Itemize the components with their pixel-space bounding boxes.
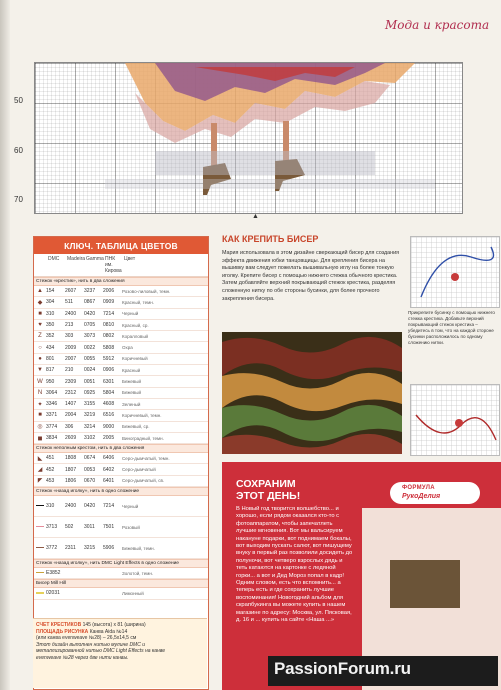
- notes-line: (или канва evenweave №28) – 26,5x14,5 см: [36, 635, 137, 641]
- key-row: [34, 331, 208, 342]
- dmc-code: 452: [46, 466, 55, 473]
- color-swatch: [36, 547, 44, 549]
- color-swatch: [36, 526, 44, 528]
- dmc-code: 154: [46, 288, 55, 295]
- dmc-code: 3772: [46, 545, 58, 552]
- key-row: [34, 476, 208, 487]
- key-symbol: ◼: [37, 435, 43, 442]
- color-name: Красный, ср.: [122, 322, 149, 328]
- madeira-code: 210: [65, 367, 74, 374]
- madeira-code: 2607: [65, 288, 77, 295]
- howto-text: Мария использовала в этом дизайне сверкающий бисер для создания эффекта движения юбки танцовщицы. Для крепления бисера на вышивку вам следует пожелать вышивальную иглу на более тонкую иголку. Крепите бисер с помощью нижнего стежка обычного крестика. Затем добавляйте верхний покрывающий стежок крестика, разделяя сложенную нитку по обе стороны бусинки, для более прочного закрепления бисера.: [222, 250, 400, 302]
- key-row: [34, 568, 208, 579]
- color-name: Коричневый: [122, 356, 148, 362]
- key-symbol: [34, 590, 46, 596]
- pnk-code: 7501: [103, 524, 115, 531]
- pnk-code: 2005: [103, 435, 115, 441]
- color-swatch: [36, 572, 44, 574]
- key-symbol: ♥: [38, 322, 42, 329]
- key-symbol: ●: [38, 355, 42, 362]
- gamma-code: 0022: [84, 344, 96, 351]
- key-header-row: [34, 254, 208, 277]
- key-row: [34, 464, 208, 475]
- key-row: [34, 588, 208, 599]
- pnk-code: 9000: [103, 423, 115, 430]
- dmc-code: 3713: [46, 524, 58, 531]
- key-section-title: Стежок «назад иголку», нить в одно сложение: [34, 487, 208, 496]
- color-name: Розово-лиловый, темн.: [122, 288, 171, 294]
- key-section-title: Стежок «назад иголку», нить DMC Light Effects в одно сложение: [34, 559, 208, 568]
- col-gamma: Gamma: [86, 256, 104, 262]
- formula-rukodeliya-logo: ФОРМУЛА РукоДелия: [390, 482, 480, 504]
- color-name: Виноградный, темн.: [122, 435, 164, 441]
- chart-row-tick: 60: [14, 146, 23, 155]
- gamma-code: 0674: [84, 455, 96, 462]
- pnk-code: 0802: [103, 333, 115, 340]
- dmc-code: 451: [46, 455, 55, 462]
- key-symbol: [34, 545, 46, 551]
- pnk-code: 4608: [103, 401, 115, 408]
- key-title: КЛЮЧ. ТАБЛИЦА ЦВЕТОВ: [34, 237, 208, 254]
- pnk-code: 6301: [103, 378, 115, 385]
- gamma-code: 3073: [84, 333, 96, 340]
- color-name: Золотой, темн.: [122, 570, 154, 576]
- madeira-code: 303: [65, 333, 74, 340]
- madeira-code: 1807: [65, 466, 77, 473]
- bead-step2-photo: [410, 384, 500, 456]
- pnk-code: 6406: [103, 455, 115, 462]
- color-name: Розовый: [122, 524, 140, 530]
- madeira-code: 306: [65, 423, 74, 430]
- dmc-code: 350: [46, 322, 55, 329]
- gamma-code: 0055: [84, 355, 96, 362]
- key-symbol: [34, 503, 46, 509]
- notes-line: металлизированной нитью DMC Light Effects на канве: [36, 648, 166, 654]
- key-symbol: ◣: [37, 455, 43, 462]
- stitch-count-value: 145 (высота) x 81 (ширина): [82, 622, 146, 628]
- pnk-code: 5912: [103, 355, 115, 362]
- stitch-count-label: СЧЕТ КРЕСТИКОВ: [36, 622, 82, 628]
- color-name: Красный: [122, 367, 141, 373]
- dmc-code: 453: [46, 477, 55, 484]
- gamma-code: 3237: [84, 288, 96, 295]
- howto-caption: Прикрепите бусинку с помощью нижнего стежка крестика. Добавьте верхний покрывающий стежок крестика – убедитесь в том, что на каждой стороне бусинки расположилось по одному сложению нитки.: [408, 310, 495, 345]
- promo-title: СОХРАНИМ ЭТОТ ДЕНЬ!: [236, 478, 301, 502]
- dmc-code: 310: [46, 503, 55, 510]
- color-name: Бежевый: [122, 390, 142, 396]
- section-header: Мода и красота: [385, 18, 490, 32]
- madeira-code: 502: [65, 524, 74, 531]
- key-section-title: Стежок «крестик», нить в два сложения: [34, 277, 208, 286]
- color-name: Серо-дымчатый, св.: [122, 478, 165, 484]
- color-name: Коралловый: [122, 333, 149, 339]
- madeira-code: 2309: [65, 378, 77, 385]
- key-symbol: ◆: [37, 299, 43, 306]
- gamma-code: 0053: [84, 466, 96, 473]
- dmc-code: 434: [46, 344, 55, 351]
- site-watermark: PassionForum.ru: [268, 656, 498, 686]
- madeira-code: 2400: [65, 503, 77, 510]
- key-row: [34, 365, 208, 376]
- key-symbol: N: [37, 389, 43, 396]
- key-row: [34, 433, 208, 444]
- gamma-code: 0024: [84, 367, 96, 374]
- key-row: [34, 320, 208, 331]
- madeira-code: 2312: [65, 389, 77, 396]
- notes-line: evenweave №28 через две нити канвы.: [36, 654, 129, 661]
- pnk-code: 5804: [103, 389, 115, 396]
- key-body: [34, 277, 208, 600]
- madeira-code: 2004: [65, 412, 77, 419]
- dmc-code: 817: [46, 367, 55, 374]
- chart-center-marker: ▲: [252, 213, 259, 220]
- key-symbol: ◎: [37, 424, 43, 431]
- cross-stitch-chart: [34, 62, 463, 214]
- gamma-code: 0925: [84, 389, 96, 396]
- key-symbol: ■: [38, 310, 42, 317]
- col-color: Цвет: [124, 256, 136, 262]
- color-name: Серо-дымчатый: [122, 467, 156, 473]
- pnk-code: 2006: [103, 288, 115, 295]
- pnk-code: 0906: [103, 367, 115, 374]
- gamma-code: 3011: [84, 524, 95, 531]
- notes-line: Этот дизайн выполнен нитью мулине DMC и: [36, 641, 146, 648]
- album-photo-grid: [390, 560, 460, 608]
- key-symbol: Z: [38, 333, 42, 340]
- color-swatch: [36, 505, 44, 507]
- dmc-code: 801: [46, 355, 55, 362]
- key-symbol: ■: [38, 412, 42, 419]
- color-name: Красный, темн.: [122, 299, 154, 305]
- dmc-code: 304: [46, 299, 55, 306]
- pnk-code: 5906: [103, 545, 115, 552]
- color-name: Коричневый, темн.: [122, 412, 162, 418]
- madeira-code: 511: [65, 299, 73, 306]
- dmc-code: 3774: [46, 423, 58, 430]
- color-swatch: [36, 592, 44, 594]
- key-row: [34, 376, 208, 387]
- key-row: [34, 297, 208, 308]
- madeira-code: 2400: [65, 310, 77, 317]
- gamma-code: 0705: [84, 322, 96, 329]
- madeira-code: 2009: [65, 344, 77, 351]
- gamma-code: 0670: [84, 477, 96, 484]
- key-row: [34, 410, 208, 421]
- pnk-code: 5808: [103, 344, 115, 351]
- color-name: Черный: [122, 311, 139, 317]
- pnk-code: 0810: [103, 322, 115, 329]
- gamma-code: 0867: [84, 299, 96, 306]
- color-name: Бежевый, ср.: [122, 424, 150, 430]
- col-dmc: DMC: [48, 256, 60, 262]
- gamma-code: 0420: [84, 310, 96, 317]
- key-row: [34, 388, 208, 399]
- key-row: [34, 354, 208, 365]
- key-row: [34, 309, 208, 320]
- chart-artwork: [35, 63, 462, 213]
- madeira-code: 2609: [65, 435, 77, 441]
- key-row: [34, 517, 208, 538]
- chart-row-tick: 50: [14, 96, 23, 105]
- dmc-code: 950: [46, 378, 55, 385]
- color-name: Лимонный: [122, 590, 144, 596]
- gamma-code: 3215: [84, 545, 96, 552]
- madeira-code: 1407: [65, 401, 77, 408]
- pnk-code: 6402: [103, 466, 115, 473]
- key-section-title: Стежок неполным крестом, нить в два сложения: [34, 444, 208, 453]
- color-name: Зеленый: [122, 401, 141, 407]
- color-name: Бежевый, темн.: [122, 545, 155, 551]
- key-row: [34, 399, 208, 410]
- madeira-code: 2311: [65, 545, 76, 552]
- pnk-code: 6401: [103, 477, 115, 484]
- key-symbol: ○: [38, 344, 42, 351]
- dmc-code: 3346: [46, 401, 58, 408]
- color-name: Черный: [122, 503, 139, 509]
- col-madeira: Madeira: [67, 256, 86, 262]
- page-binding: [0, 0, 10, 690]
- madeira-code: 1806: [65, 477, 77, 484]
- key-symbol: W: [37, 378, 43, 385]
- key-row: [34, 453, 208, 464]
- key-row: [34, 422, 208, 433]
- design-area-label: ПЛОЩАДЬ РИСУНКА: [36, 628, 89, 635]
- key-row: [34, 342, 208, 353]
- key-symbol: [34, 570, 46, 576]
- dmc-code: 02031: [46, 590, 60, 597]
- pnk-code: 6516: [103, 412, 115, 419]
- dmc-code: 310: [46, 310, 55, 317]
- key-symbol: ▲: [37, 288, 43, 295]
- color-name: Серо-дымчатый, темн.: [122, 455, 170, 461]
- key-section-title: Бисер Mill Hill: [34, 579, 208, 588]
- col-pnk: ПНК им. Кирова: [105, 256, 122, 274]
- dmc-code: 3371: [46, 412, 58, 419]
- pnk-code: 0909: [103, 299, 115, 306]
- design-area-value: Канва Aida №14: [89, 628, 128, 635]
- madeira-code: 2007: [65, 355, 77, 362]
- color-name: Охра: [122, 345, 133, 351]
- gamma-code: 3102: [84, 435, 96, 441]
- gamma-code: 3214: [84, 423, 96, 430]
- dmc-code: 3064: [46, 389, 58, 396]
- embroidery-photo: [222, 332, 402, 454]
- madeira-code: 213: [65, 322, 74, 329]
- design-notes: [33, 618, 207, 688]
- gamma-code: 0051: [84, 378, 96, 385]
- gamma-code: 3219: [84, 412, 96, 419]
- gamma-code: 0420: [84, 503, 96, 510]
- key-symbol: ◤: [37, 478, 43, 485]
- dmc-code: 3834: [46, 435, 58, 441]
- chart-row-tick: 70: [14, 195, 23, 204]
- pnk-code: 7214: [103, 503, 115, 510]
- gamma-code: 3155: [84, 401, 96, 408]
- key-symbol: [34, 524, 46, 530]
- key-row: [34, 496, 208, 517]
- madeira-code: 1808: [65, 455, 77, 462]
- color-name: Бежевый: [122, 379, 142, 385]
- bead-step1-photo: [410, 236, 500, 308]
- dmc-code: 352: [46, 333, 55, 340]
- promo-body: В Новый год творится волшебство... и хорошо, если рядом оказался кто-то с фотоаппаратом, чтобы запечатлеть лучшие мгновения. Вот мы вальсируем накануне подарки, вот поднимаем бокалы, вот выходим пускать салют, вот пишущему внуку в первый раз позволили досидеть до полуночи, вот четверо взрослых дядь и теть катаются на картонке с ледяной горки... а вот и Дед Мороз попал в кадр! Одним словом, есть что вспомнить... а теперь есть и где сохранить лучшие воспоминания! Новогодний альбом для скрапбукинга вы можете купить в нашем магазине по адресу: Москва, ул. Пясковая, д. 16 и ... купить на сайте «Наша ...»: [236, 506, 353, 624]
- key-row: [34, 538, 208, 559]
- howto-title: КАК КРЕПИТЬ БИСЕР: [222, 234, 319, 244]
- key-symbol: ✦: [37, 401, 43, 408]
- dmc-code: E3852: [46, 570, 61, 577]
- key-row: [34, 286, 208, 297]
- pnk-code: 7214: [103, 310, 115, 317]
- key-symbol: ◢: [37, 467, 43, 474]
- key-symbol: ▼: [37, 367, 43, 374]
